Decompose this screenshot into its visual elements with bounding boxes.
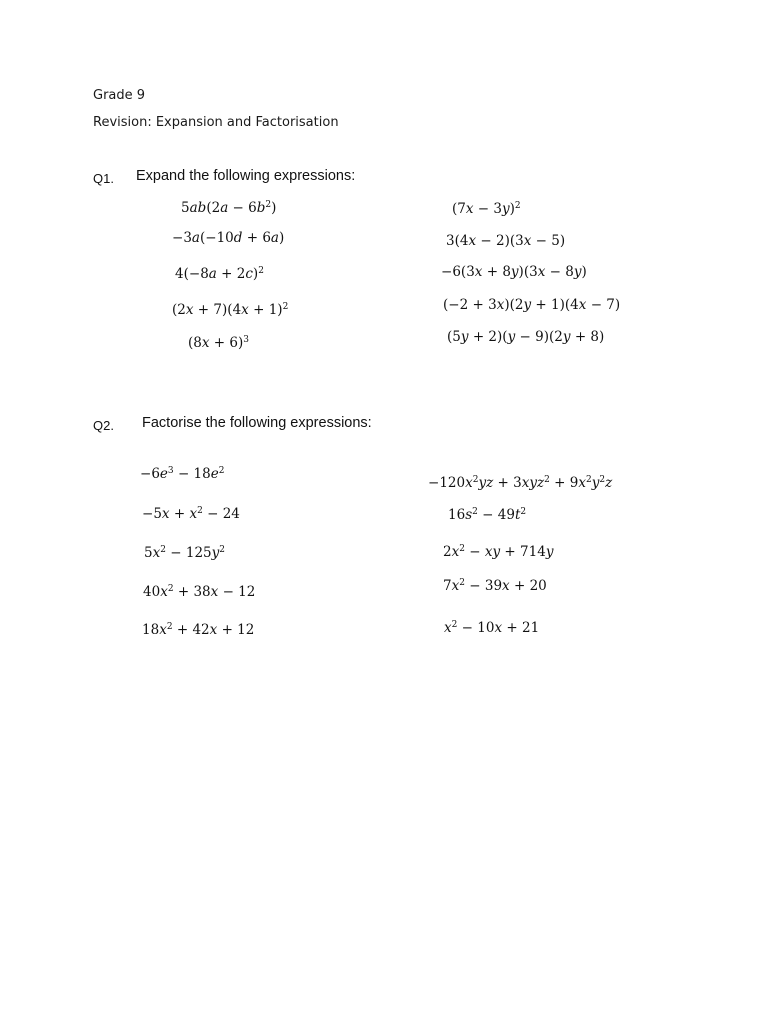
q2-number: Q2. [93,418,114,433]
q2-left-expression-3: $5x^2 - 125y^2$ [144,545,226,561]
q1-instruction: Expand the following expressions: [136,168,356,184]
q1-right-expression-1: $(7x - 3y)^2$ [452,201,521,217]
q1-right-expression-3: −6(3x + 8y)(3x − 8y) [441,264,587,280]
q2-right-expression-2: $16s^2 - 49t^2$ [448,507,527,523]
q1-left-expression-5: $(8x + 6)^3$ [188,335,250,351]
q2-left-expression-1: $-6e^3 - 18e^2$ [140,466,225,482]
q2-right-expression-5: $x^2 - 10x + 21$ [444,620,540,636]
grade-label: Grade 9 [93,88,146,103]
q2-left-expression-5: $18x^2 + 42x + 12$ [142,622,255,638]
q1-number: Q1. [93,171,114,186]
worksheet-subtitle: Revision: Expansion and Factorisation [93,115,339,130]
q1-right-expression-4: (−2 + 3x)(2y + 1)(4x − 7) [443,297,621,313]
q1-right-expression-5: (5y + 2)(y − 9)(2y + 8) [447,329,605,345]
q2-right-expression-1: $-120x^2yz + 3xyz^2 + 9x^2y^2z$ [428,475,613,491]
q2-right-expression-4: $7x^2 - 39x + 20$ [443,578,547,594]
q2-instruction: Factorise the following expressions: [142,415,372,431]
q1-left-expression-1: $5ab(2a - 6b^2)$ [181,200,277,216]
q1-right-expression-2: 3(4x − 2)(3x − 5) [446,233,566,249]
q1-left-expression-2: −3a(−10d + 6a) [172,230,285,246]
q2-left-expression-4: $40x^2 + 38x - 12$ [143,584,256,600]
q2-right-expression-3: $2x^2$ − xy + 714y [443,544,554,560]
q2-left-expression-2: $-5x + x^2 - 24$ [142,506,240,522]
q1-left-expression-4: $(2x + 7)(4x + 1)^2$ [172,302,289,318]
q1-left-expression-3: $4(-8a + 2c)^2$ [175,266,264,282]
